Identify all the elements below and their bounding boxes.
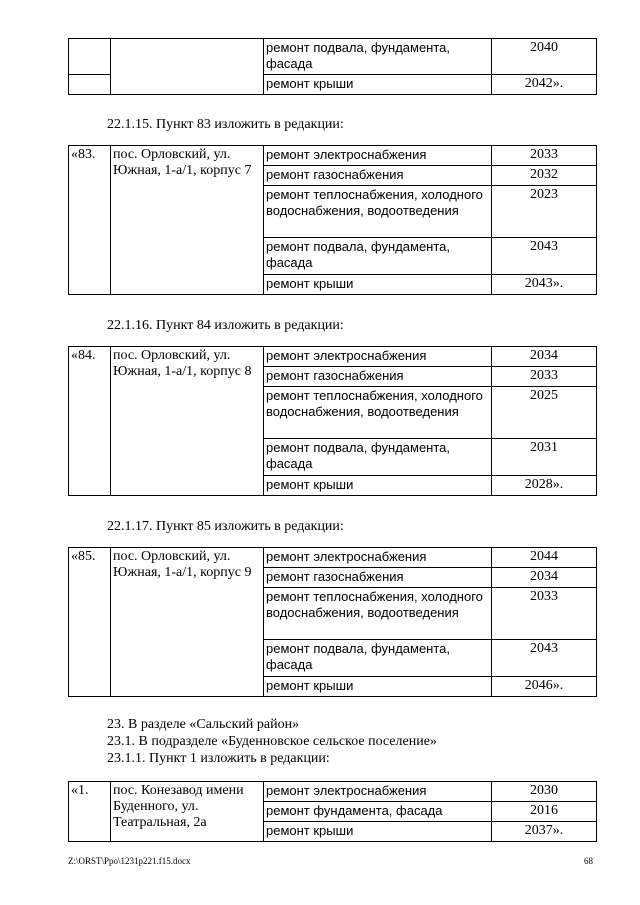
work-cell: ремонт фундамента, фасада: [264, 802, 492, 822]
table-row: [69, 39, 597, 75]
work-cell: ремонт электроснабжения: [264, 782, 492, 802]
year-cell: 2044: [492, 548, 597, 568]
year-cell: 2033: [492, 146, 597, 166]
number-cell: «84.: [69, 347, 111, 496]
year-cell: 2031: [492, 439, 597, 476]
paragraph-heading: 23.1.1. Пункт 1 изложить в редакции:: [107, 751, 330, 766]
year-cell: 2046».: [492, 677, 597, 697]
table-item-85: [68, 547, 597, 697]
continuation-table: [68, 38, 597, 95]
table-row: [69, 548, 597, 568]
year-cell: 2037».: [492, 822, 597, 842]
year-cell: 2023: [492, 186, 597, 238]
year-cell: 2028».: [492, 476, 597, 496]
year-cell: 2034: [492, 568, 597, 588]
address-cell: пос. Конезавод имени Буденного, ул. Театральная, 2а: [111, 782, 264, 842]
year-cell: 2016: [492, 802, 597, 822]
footer-file-path: Z:\ORST\Ppo\1231p221.f15.docx: [68, 856, 191, 866]
work-cell: ремонт крыши: [264, 476, 492, 496]
table-row: [69, 347, 597, 367]
year-cell: 2032: [492, 166, 597, 186]
work-cell: ремонт подвала, фундамента, фасада: [264, 640, 492, 677]
paragraph-heading: 22.1.15. Пункт 83 изложить в редакции:: [107, 117, 344, 132]
work-cell: ремонт подвала, фундамента, фасада: [264, 439, 492, 476]
year-cell: 2030: [492, 782, 597, 802]
year-cell: 2034: [492, 347, 597, 367]
work-cell: ремонт электроснабжения: [264, 548, 492, 568]
year-cell: 2043: [492, 238, 597, 275]
number-cell: «83.: [69, 146, 111, 295]
work-cell: ремонт крыши: [264, 677, 492, 697]
table-item-1: [68, 781, 597, 842]
work-cell: ремонт теплоснабжения, холодного водоснабжения, водоотведения: [264, 588, 492, 640]
work-cell: ремонт подвала, фундамента, фасада: [264, 39, 492, 75]
paragraph-heading: 22.1.16. Пункт 84 изложить в редакции:: [107, 318, 344, 333]
work-cell: ремонт газоснабжения: [264, 367, 492, 387]
address-cell: пос. Орловский, ул. Южная, 1-а/1, корпус 9: [111, 548, 264, 697]
work-cell: ремонт крыши: [264, 275, 492, 295]
year-cell: 2042».: [492, 75, 597, 95]
work-cell: ремонт крыши: [264, 822, 492, 842]
year-cell: 2043».: [492, 275, 597, 295]
section-heading: 23. В разделе «Сальский район»: [107, 717, 300, 732]
work-cell: ремонт электроснабжения: [264, 146, 492, 166]
year-cell: 2033: [492, 367, 597, 387]
work-cell: ремонт теплоснабжения, холодного водоснабжения, водоотведения: [264, 186, 492, 238]
year-cell: 2040: [492, 39, 597, 75]
address-cell: пос. Орловский, ул. Южная, 1-а/1, корпус 7: [111, 146, 264, 295]
number-cell: «85.: [69, 548, 111, 697]
address-cell: [111, 39, 264, 95]
table-row: [69, 782, 597, 802]
number-cell: [69, 39, 111, 75]
work-cell: ремонт газоснабжения: [264, 568, 492, 588]
footer-page-number: 68: [584, 856, 593, 866]
work-cell: ремонт подвала, фундамента, фасада: [264, 238, 492, 275]
number-cell: [69, 75, 111, 95]
number-cell: «1.: [69, 782, 111, 842]
year-cell: 2025: [492, 387, 597, 439]
work-cell: ремонт крыши: [264, 75, 492, 95]
subsection-heading: 23.1. В подразделе «Буденновское сельское поселение»: [107, 734, 437, 749]
address-cell: пос. Орловский, ул. Южная, 1-а/1, корпус 8: [111, 347, 264, 496]
year-cell: 2043: [492, 640, 597, 677]
year-cell: 2033: [492, 588, 597, 640]
table-item-83: [68, 145, 597, 295]
table-row: [69, 146, 597, 166]
work-cell: ремонт газоснабжения: [264, 166, 492, 186]
work-cell: ремонт теплоснабжения, холодного водоснабжения, водоотведения: [264, 387, 492, 439]
table-item-84: [68, 346, 597, 496]
work-cell: ремонт электроснабжения: [264, 347, 492, 367]
paragraph-heading: 22.1.17. Пункт 85 изложить в редакции:: [107, 519, 344, 534]
